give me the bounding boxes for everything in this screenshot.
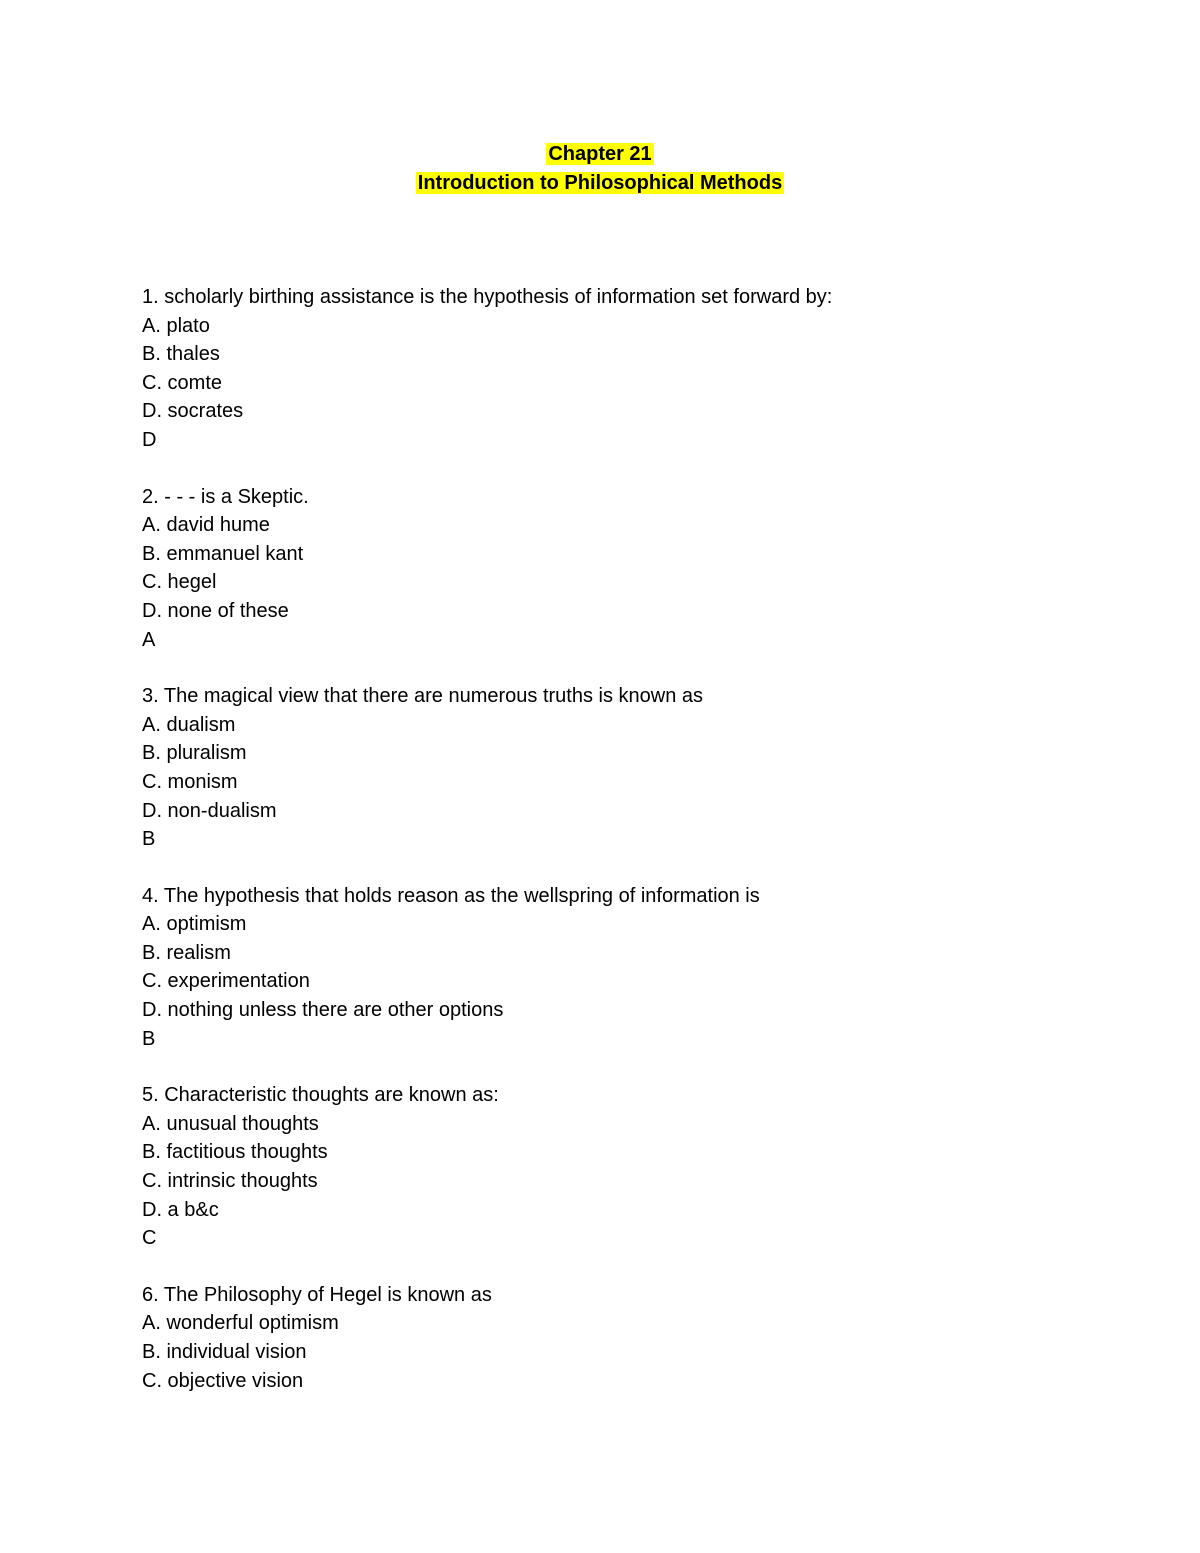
answer-option: B. factitious thoughts <box>142 1141 328 1164</box>
answer-option: A. david hume <box>142 514 270 537</box>
question-prompt: 1. scholarly birthing assistance is the hypothesis of information set forward by: <box>142 286 833 308</box>
question-item <box>142 283 1142 455</box>
answer-option: B. pluralism <box>142 742 247 765</box>
answer-option: B. realism <box>142 941 231 964</box>
correct-answer: D <box>142 428 157 451</box>
question-item <box>142 882 1142 1054</box>
answer-option: C. experimentation <box>142 970 310 993</box>
question-item <box>142 1081 1142 1253</box>
answer-option: C. objective vision <box>142 1369 304 1392</box>
question-prompt: 4. The hypothesis that holds reason as the wellspring of information is <box>142 884 760 907</box>
answer-option: A. wonderful optimism <box>142 1312 339 1335</box>
question-item <box>142 483 1142 655</box>
answer-option: B. thales <box>142 343 220 366</box>
question-list <box>142 283 1142 1423</box>
question-prompt: 2. - - - is a Skeptic. <box>142 485 309 508</box>
answer-option: D. nothing unless there are other options <box>142 999 504 1022</box>
answer-option: A. optimism <box>142 913 247 936</box>
answer-option: B. individual vision <box>142 1341 307 1363</box>
correct-answer: B <box>142 828 156 851</box>
answer-option: C. intrinsic thoughts <box>142 1170 318 1193</box>
answer-option: D. a b&c <box>142 1198 219 1221</box>
answer-option: A. plato <box>142 314 210 337</box>
correct-answer: C <box>142 1227 157 1250</box>
chapter-number: Chapter 21 <box>548 143 652 165</box>
answer-option: C. comte <box>142 371 223 394</box>
question-item <box>142 682 1142 854</box>
answer-option: B. emmanuel kant <box>142 542 304 565</box>
correct-answer: A <box>142 628 156 651</box>
document-header <box>0 140 1200 198</box>
question-item <box>142 1281 1142 1395</box>
answer-option: D. none of these <box>142 599 289 622</box>
question-prompt: 6. The Philosophy of Hegel is known as <box>142 1283 492 1306</box>
answer-option: A. dualism <box>142 713 236 736</box>
answer-option: D. socrates <box>142 400 244 423</box>
answer-option: A. unusual thoughts <box>142 1112 319 1135</box>
chapter-title: Introduction to Philosophical Methods <box>417 172 783 194</box>
answer-option: C. monism <box>142 770 238 793</box>
answer-option: C. hegel <box>142 571 217 594</box>
question-prompt: 5. Characteristic thoughts are known as: <box>142 1084 499 1107</box>
correct-answer: B <box>142 1027 156 1050</box>
answer-option: D. non-dualism <box>142 799 277 822</box>
question-prompt: 3. The magical view that there are numerous truths is known as <box>142 685 704 708</box>
